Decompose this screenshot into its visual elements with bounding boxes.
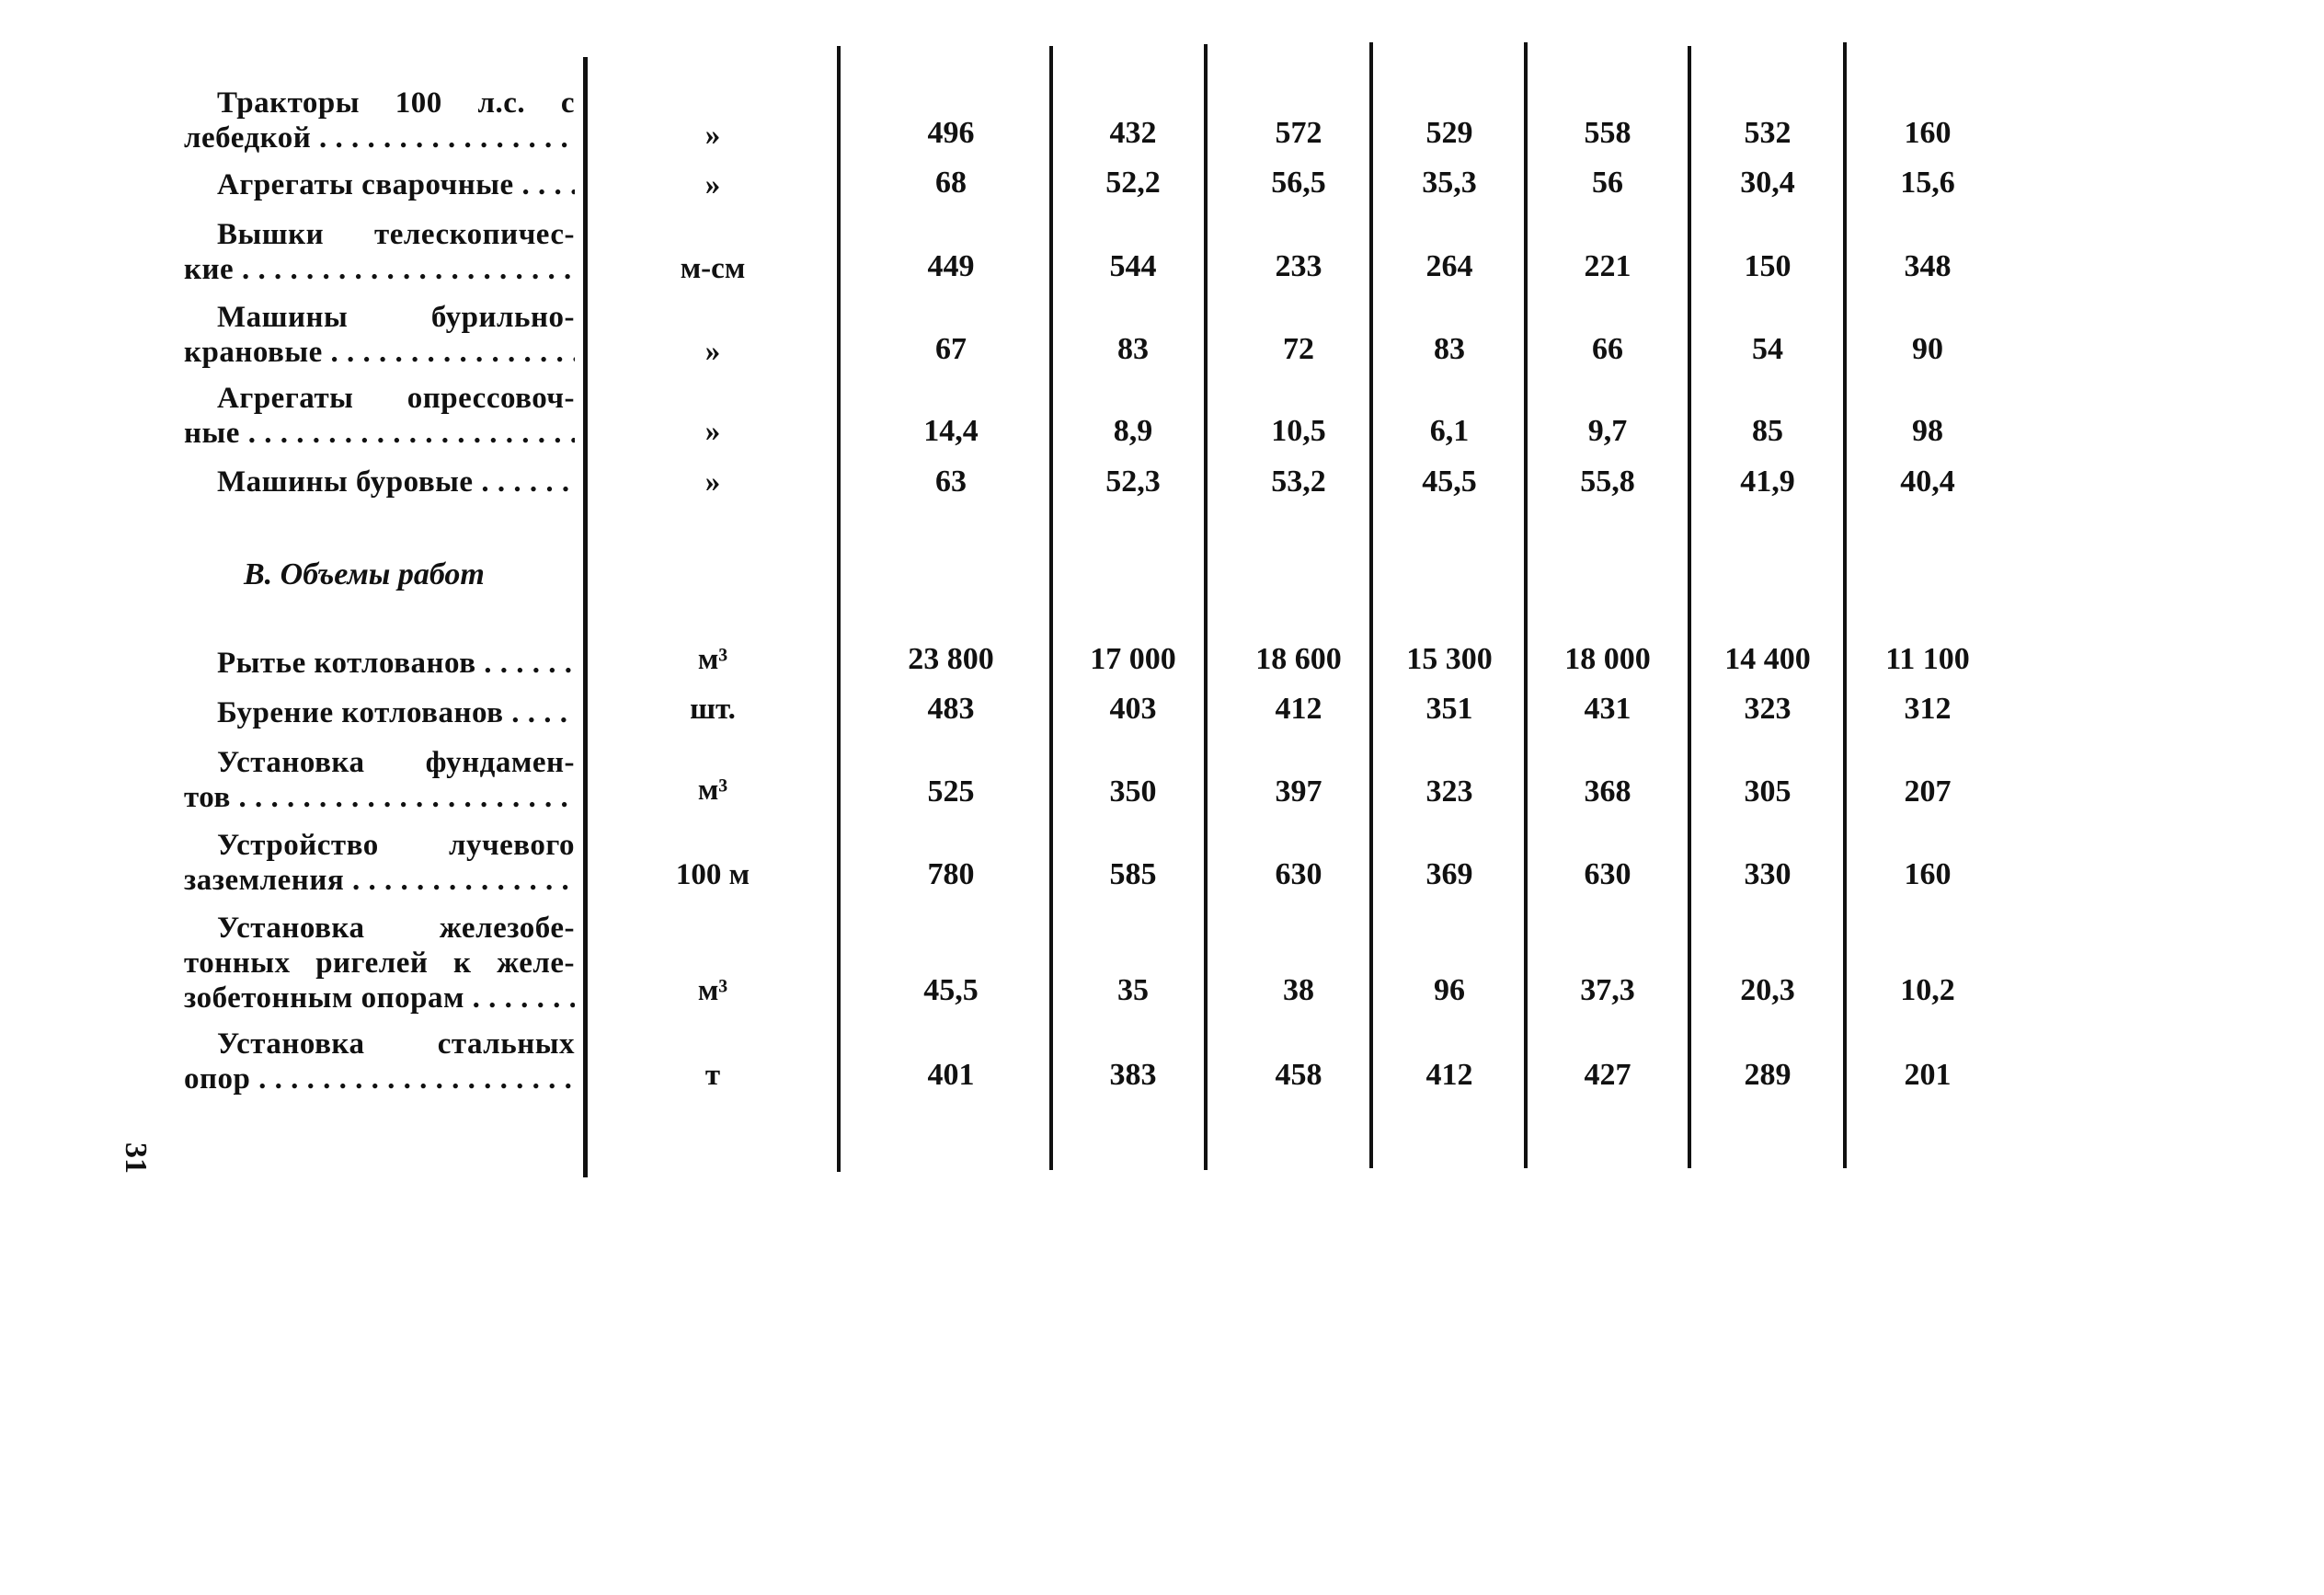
table-cell: 368 [1584, 775, 1631, 809]
column-rule [837, 46, 841, 1172]
table-cell: 96 [1434, 973, 1465, 1007]
unit-cell: м³ [697, 974, 728, 1007]
row-label-line: Установка стальных [217, 1027, 575, 1061]
row-label-line: Агрегаты опрессовоч- [217, 382, 575, 415]
table-cell: 17 000 [1090, 642, 1176, 676]
table-cell: 529 [1425, 116, 1473, 150]
table-cell: 432 [1109, 116, 1157, 150]
table-cell: 6,1 [1429, 414, 1470, 448]
table-cell: 350 [1109, 775, 1157, 809]
row-label [184, 217, 575, 287]
row-label-line: опор . . . [184, 1061, 575, 1096]
section-title: В. Объемы работ [244, 557, 485, 591]
row-label-line: Устройство лучевого [217, 829, 575, 862]
table-cell: 90 [1912, 332, 1943, 366]
table-cell: 558 [1584, 116, 1631, 150]
table-cell: 18 000 [1564, 642, 1651, 676]
table-cell: 45,5 [923, 973, 979, 1007]
table-cell: 53,2 [1271, 465, 1326, 499]
table-cell: 544 [1109, 249, 1157, 283]
table-cell: 233 [1275, 249, 1322, 283]
row-label-line: тов . . . [184, 780, 575, 815]
table-cell: 207 [1904, 775, 1952, 809]
table-cell: 160 [1904, 116, 1952, 150]
table-cell: 8,9 [1113, 414, 1153, 448]
unit-cell: м-см [680, 252, 746, 285]
table-cell: 14 400 [1724, 642, 1811, 676]
row-label [184, 828, 575, 898]
row-label-line: Рытье котлованов . . . [184, 646, 575, 681]
table-cell: 35,3 [1422, 166, 1477, 200]
table-cell: 14,4 [923, 414, 979, 448]
table-cell: 780 [927, 857, 975, 891]
unit-cell: 100 м [675, 858, 750, 891]
unit-cell: т [704, 1059, 721, 1092]
table-cell: 52,3 [1105, 465, 1161, 499]
row-label [184, 86, 575, 155]
row-label [184, 745, 575, 815]
table-cell: 83 [1117, 332, 1149, 366]
row-label-line: Вышки телескопичес- [217, 218, 575, 251]
table-cell: 412 [1425, 1058, 1473, 1092]
row-label-line: зобетонным опорам . . . [184, 981, 575, 1016]
table-cell: 348 [1904, 249, 1952, 283]
table-cell: 9,7 [1587, 414, 1628, 448]
table-cell: 160 [1904, 857, 1952, 891]
unit-cell: » [704, 335, 721, 368]
table-cell: 630 [1275, 857, 1322, 891]
row-label-line: Установка фундамен- [217, 746, 575, 779]
table-cell: 56,5 [1271, 166, 1326, 200]
row-label-line: Тракторы 100 л.с. с [217, 86, 575, 120]
table-cell: 323 [1744, 692, 1792, 726]
row-label [184, 695, 575, 730]
row-label-line: заземления . . . [184, 863, 575, 898]
table-cell: 201 [1904, 1058, 1952, 1092]
row-label-line: лебедкой . . . [184, 120, 575, 155]
row-label [184, 1027, 575, 1096]
table-cell: 37,3 [1580, 973, 1635, 1007]
table-cell: 10,5 [1271, 414, 1326, 448]
unit-cell: шт. [690, 693, 736, 726]
unit-cell: м³ [697, 774, 728, 807]
row-label [184, 381, 575, 451]
table-cell: 63 [935, 465, 967, 499]
table-cell: 45,5 [1422, 465, 1477, 499]
table-cell: 15 300 [1406, 642, 1493, 676]
table-cell: 383 [1109, 1058, 1157, 1092]
row-label-line: Агрегаты сварочные . . . [184, 167, 575, 202]
table-cell: 289 [1744, 1058, 1792, 1092]
table-cell: 68 [935, 166, 967, 200]
table-cell: 630 [1584, 857, 1631, 891]
table-cell: 525 [927, 775, 975, 809]
unit-cell: м³ [697, 643, 728, 676]
table-cell: 412 [1275, 692, 1322, 726]
table-cell: 403 [1109, 692, 1157, 726]
table-cell: 54 [1752, 332, 1783, 366]
table-cell: 30,4 [1740, 166, 1795, 200]
row-label [184, 167, 575, 202]
row-label-line: ные . . . [184, 416, 575, 451]
table-cell: 496 [927, 116, 975, 150]
page-number: 31 [119, 1142, 153, 1174]
table-cell: 10,2 [1900, 973, 1955, 1007]
unit-cell: » [704, 168, 721, 201]
table-cell: 85 [1752, 414, 1783, 448]
table-cell: 458 [1275, 1058, 1322, 1092]
table-cell: 23 800 [908, 642, 994, 676]
table-cell: 449 [927, 249, 975, 283]
table-cell: 56 [1592, 166, 1623, 200]
table-cell: 431 [1584, 692, 1631, 726]
row-label-line: Машины бурильно- [217, 301, 575, 334]
table-cell: 98 [1912, 414, 1943, 448]
row-label-line: кие . . . [184, 252, 575, 287]
table-cell: 532 [1744, 116, 1792, 150]
table-cell: 351 [1425, 692, 1473, 726]
unit-cell: » [704, 465, 721, 499]
table-cell: 41,9 [1740, 465, 1795, 499]
row-label-line: крановые . . . [184, 335, 575, 370]
table-cell: 66 [1592, 332, 1623, 366]
row-label [184, 911, 575, 1016]
table-cell: 369 [1425, 857, 1473, 891]
table-cell: 305 [1744, 775, 1792, 809]
table-cell: 483 [927, 692, 975, 726]
table-cell: 38 [1283, 973, 1314, 1007]
table-cell: 323 [1425, 775, 1473, 809]
table-cell: 52,2 [1105, 166, 1161, 200]
table-cell: 427 [1584, 1058, 1631, 1092]
table-cell: 83 [1434, 332, 1465, 366]
unit-cell: » [704, 119, 721, 152]
table-cell: 572 [1275, 116, 1322, 150]
table-cell: 20,3 [1740, 973, 1795, 1007]
row-label-line: тонных ригелей к желе- [184, 947, 575, 980]
row-label [184, 300, 575, 370]
table-cell: 401 [927, 1058, 975, 1092]
table-cell: 221 [1584, 249, 1631, 283]
table-cell: 312 [1904, 692, 1952, 726]
row-label-line: Установка железобе- [217, 912, 575, 945]
table-cell: 35 [1117, 973, 1149, 1007]
table-cell: 150 [1744, 249, 1792, 283]
table-cell: 72 [1283, 332, 1314, 366]
table-cell: 397 [1275, 775, 1322, 809]
unit-cell: » [704, 415, 721, 448]
row-label [184, 646, 575, 681]
table-cell: 11 100 [1885, 642, 1970, 676]
table-cell: 585 [1109, 857, 1157, 891]
table-cell: 264 [1425, 249, 1473, 283]
row-label-line: Машины буровые . . . [184, 465, 575, 499]
table-cell: 15,6 [1900, 166, 1955, 200]
column-rule [583, 57, 588, 1177]
table-cell: 55,8 [1580, 465, 1635, 499]
row-label-line: Бурение котлованов . . . [184, 695, 575, 730]
row-label [184, 465, 575, 499]
table-cell: 67 [935, 332, 967, 366]
table-cell: 40,4 [1900, 465, 1955, 499]
table-cell: 330 [1744, 857, 1792, 891]
table-cell: 18 600 [1255, 642, 1342, 676]
